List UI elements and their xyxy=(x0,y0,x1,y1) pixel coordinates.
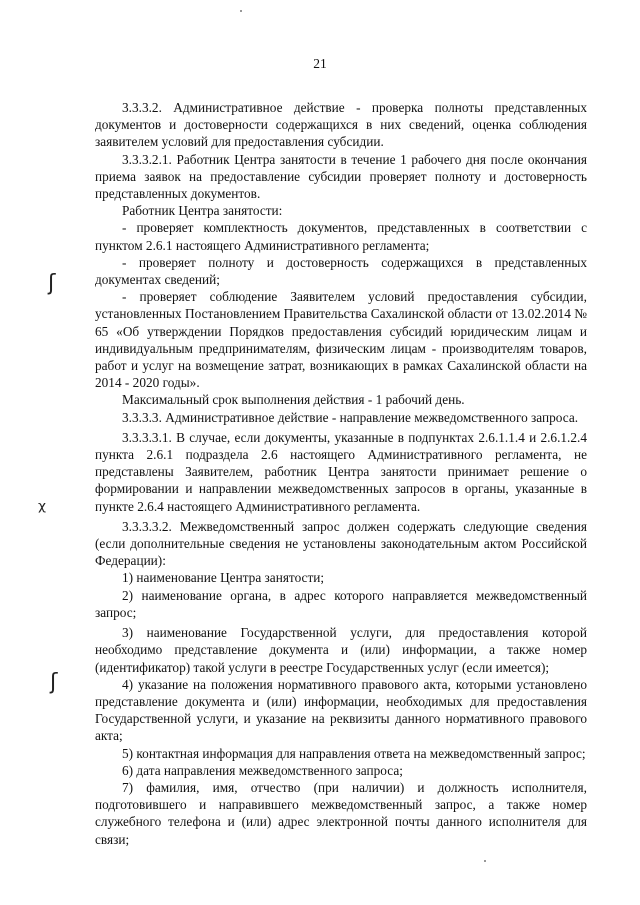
paragraph: 3) наименование Государственной услуги, для предоставления которой необходимо представление документа и (или) информации, а также номер (идентификатор) такой услуги в реестре Государственных услуг (если имеется); xyxy=(95,625,587,675)
paragraph: 4) указание на положения нормативного правового акта, которыми установлено представление документа и (или) информации, необходимых для предоставления Государственной услуги, и указание на реквизиты данного нормативного правового акта; xyxy=(95,676,587,744)
margin-pen-mark: ʃ xyxy=(50,670,58,695)
paragraph: 6) дата направления межведомственного запроса; xyxy=(122,762,403,778)
paragraph: 1) наименование Центра занятости; xyxy=(122,570,325,586)
margin-pen-mark: ᵡ xyxy=(38,498,47,523)
paragraph: 2) наименование органа, в адрес которого направляется межведомственный запрос; xyxy=(95,587,587,620)
page-number: 21 xyxy=(313,56,327,71)
scan-speck xyxy=(484,860,486,862)
paragraph: 7) фамилия, имя, отчество (при наличии) и должность исполнителя, подготовившего и направившего межведомственный запрос, а также номер служебного телефона и (или) адрес электронной почты данного исполнителя для связи; xyxy=(95,779,587,847)
paragraph: - проверяет комплектность документов, представленных в соответствии с пунктом 2.6.1 настоящего Административного регламента; xyxy=(95,220,587,253)
paragraph: - проверяет соблюдение Заявителем условий предоставления субсидии, установленных Постановлением Правительства Сахалинской области от 13.02.2014 № 65 «Об утверждении Порядков предоставления субсидий юридическим лицам и индивидуальным предпринимателям, физическим лицам - производителям товаров, работ и услуг на возмещение затрат, возникающих в рамках Сахалинской области на 2014 - 2020 годы». xyxy=(95,289,587,391)
paragraph: 5) контактная информация для направления ответа на межведомственный запрос; xyxy=(122,745,586,761)
document-body xyxy=(95,99,587,848)
paragraph: 3.3.3.3.1. В случае, если документы, указанные в подпунктах 2.6.1.1.4 и 2.6.1.2.4 пункта 2.6.1 подраздела 2.6 настоящего Административного регламента, не представлены Заявителем, работник Центра занятости принимает решение о формировании и направлении межведомственных запросов в органы, указанные в пункте 2.6.4 настоящего Административного регламента. xyxy=(95,429,587,514)
paragraph: 3.3.3.3.2. Межведомственный запрос должен содержать следующие сведения (если дополнительные сведения не установлены законодательным актом Российской Федерации): xyxy=(95,518,587,569)
paragraph: 3.3.3.2. Административное действие - проверка полноты представленных документов и достоверности содержащихся в них сведений, оценка соблюдения заявителем условий для предоставления субсидии. xyxy=(95,100,587,150)
scan-speck xyxy=(240,10,242,12)
paragraph: 3.3.3.2.1. Работник Центра занятости в течение 1 рабочего дня после окончания приема заявок на предоставление субсидии проверяет полноту и достоверность представленных документов. xyxy=(95,151,587,202)
paragraph: - проверяет полноту и достоверность содержащихся в представленных документах сведений; xyxy=(95,254,587,288)
paragraph: 3.3.3.3. Административное действие - направление межведомственного запроса. xyxy=(122,409,579,425)
margin-pen-mark: ʃ xyxy=(48,271,56,296)
paragraph: Работник Центра занятости: xyxy=(122,203,283,219)
paragraph: Максимальный срок выполнения действия - 1 рабочий день. xyxy=(122,392,465,408)
